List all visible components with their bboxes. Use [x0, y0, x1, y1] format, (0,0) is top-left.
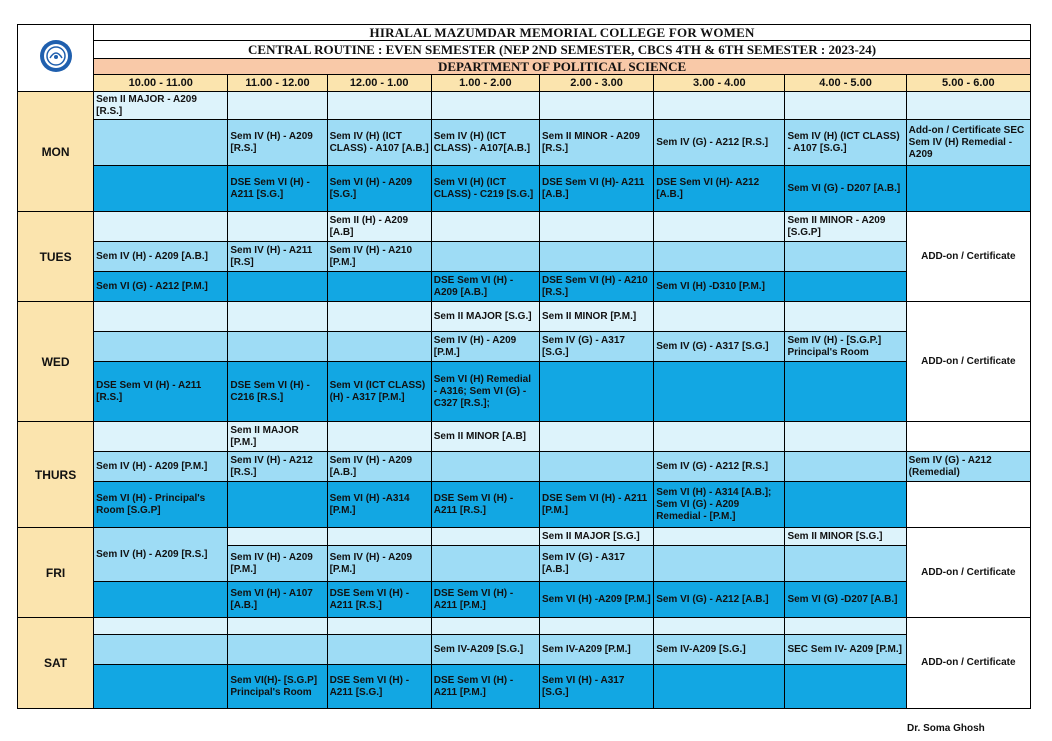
empty-cell — [785, 272, 906, 302]
class-cell: Sem VI (G) - A212 [P.M.] — [94, 272, 228, 302]
class-cell: Sem IV (G) - A317 [S.G.] — [539, 332, 653, 362]
time-slot: 3.00 - 4.00 — [654, 75, 785, 92]
empty-cell — [431, 528, 539, 546]
class-cell: Sem VI (H) - A317 [S.G.] — [539, 665, 653, 709]
class-cell: Sem IV (G) - A212 [R.S.] — [654, 452, 785, 482]
class-cell: DSE Sem VI (H) - A211 [S.G.] — [228, 166, 327, 212]
class-cell: Sem II MINOR [P.M.] — [539, 302, 653, 332]
class-cell: SEC Sem IV- A209 [P.M.] — [785, 635, 906, 665]
empty-cell — [785, 362, 906, 422]
class-cell: Sem VI (G) -D207 [A.B.] — [785, 582, 906, 618]
class-cell: Sem II MINOR - A209 [R.S.] — [539, 120, 653, 166]
class-cell: Sem VI (H) (ICT CLASS) - C219 [S.G.] — [431, 166, 539, 212]
empty-cell — [785, 665, 906, 709]
empty-cell — [228, 528, 327, 546]
class-cell: Sem IV (H) - A209 [A.B.] — [327, 452, 431, 482]
empty-cell — [539, 242, 653, 272]
class-cell: Sem IV (H) - A211 [R.S] — [228, 242, 327, 272]
class-cell: ADD-on / Certificate — [906, 528, 1030, 618]
empty-cell — [327, 635, 431, 665]
empty-cell — [228, 92, 327, 120]
empty-cell — [431, 546, 539, 582]
empty-cell — [785, 302, 906, 332]
empty-cell — [654, 92, 785, 120]
empty-cell — [228, 618, 327, 635]
empty-cell — [539, 452, 653, 482]
empty-cell — [539, 362, 653, 422]
empty-cell — [654, 665, 785, 709]
class-cell: Sem IV (H) - [S.G.P.] Principal's Room — [785, 332, 906, 362]
empty-cell — [539, 618, 653, 635]
class-cell: Sem IV (H) - A212 [R.S.] — [228, 452, 327, 482]
college-name: HIRALAL MAZUMDAR MEMORIAL COLLEGE FOR WOMEN — [94, 25, 1031, 41]
time-slot: 10.00 - 11.00 — [94, 75, 228, 92]
class-cell: DSE Sem VI (H) - A209 [A.B.] — [431, 272, 539, 302]
class-cell: DSE Sem VI (H) - A211 [R.S.] — [327, 582, 431, 618]
empty-cell — [431, 212, 539, 242]
class-cell: DSE Sem VI (H) - A211 [S.G.] — [327, 665, 431, 709]
class-cell: Sem IV (H) (ICT CLASS) - A107[A.B.] — [431, 120, 539, 166]
day-label: MON — [18, 92, 94, 212]
empty-cell — [539, 422, 653, 452]
empty-cell — [228, 332, 327, 362]
empty-cell — [431, 242, 539, 272]
empty-cell — [228, 482, 327, 528]
class-cell: Sem II (H) - A209 [A.B] — [327, 212, 431, 242]
class-cell: Sem IV (G) - A212 [R.S.] — [654, 120, 785, 166]
class-cell: Sem II MAJOR [P.M.] — [228, 422, 327, 452]
empty-cell — [785, 546, 906, 582]
class-cell: DSE Sem VI (H) - A211 [R.S.] — [94, 362, 228, 422]
empty-cell — [785, 242, 906, 272]
empty-cell — [94, 635, 228, 665]
time-slot: 12.00 - 1.00 — [327, 75, 431, 92]
class-cell: Sem IV (H) - A209 [P.M.] — [228, 546, 327, 582]
class-cell: Sem VI (H) - A209 [S.G.] — [327, 166, 431, 212]
class-cell: Sem IV (H) - A209 [P.M.] — [327, 546, 431, 582]
empty-cell — [94, 120, 228, 166]
day-label: WED — [18, 302, 94, 422]
class-cell: ADD-on / Certificate — [906, 302, 1030, 422]
class-cell: Sem IV (G) - A212 (Remedial) — [906, 452, 1030, 482]
empty-cell — [785, 482, 906, 528]
empty-cell — [228, 212, 327, 242]
class-cell: Sem II MINOR - A209 [S.G.P] — [785, 212, 906, 242]
empty-cell — [654, 546, 785, 582]
class-cell: Sem IV (H) (ICT CLASS) - A107 [S.G.] — [785, 120, 906, 166]
empty-cell — [654, 618, 785, 635]
empty-cell — [654, 302, 785, 332]
class-cell: Sem II MAJOR - A209 [R.S.] — [94, 92, 228, 120]
class-cell: Sem IV (H) - A209 [P.M.] — [94, 452, 228, 482]
routine-title: CENTRAL ROUTINE : EVEN SEMESTER (NEP 2ND SEMESTER, CBCS 4TH & 6TH SEMESTER : 2023-24) — [94, 41, 1031, 59]
empty-cell — [539, 92, 653, 120]
empty-cell — [785, 92, 906, 120]
class-cell: Sem II MAJOR [S.G.] — [539, 528, 653, 546]
empty-cell — [906, 166, 1030, 212]
class-cell: Sem IV (H) - A209 [P.M.] — [431, 332, 539, 362]
empty-cell — [431, 618, 539, 635]
empty-cell — [94, 332, 228, 362]
class-cell: Sem VI (H) Remedial - A316; Sem VI (G) - C327 [R.S.]; — [431, 362, 539, 422]
class-cell: Sem II MAJOR [S.G.] — [431, 302, 539, 332]
class-cell: Sem VI (H) - A314 [A.B.]; Sem VI (G) - A209 Remedial - [P.M.] — [654, 482, 785, 528]
empty-cell — [785, 452, 906, 482]
empty-cell — [327, 332, 431, 362]
class-cell: DSE Sem VI (H) - A210 [R.S.] — [539, 272, 653, 302]
class-cell: Sem IV (G) - A317 [A.B.] — [539, 546, 653, 582]
empty-cell — [94, 618, 228, 635]
class-cell: DSE Sem VI (H) - A211 [P.M.] — [431, 582, 539, 618]
class-cell: Sem IV (H) - A209 [R.S.] — [94, 528, 228, 582]
day-label: THURS — [18, 422, 94, 528]
class-cell: DSE Sem VI (H)- A212 [A.B.] — [654, 166, 785, 212]
empty-cell — [228, 635, 327, 665]
class-cell: Sem IV-A209 [S.G.] — [431, 635, 539, 665]
time-slot: 5.00 - 6.00 — [906, 75, 1030, 92]
class-cell: ADD-on / Certificate — [906, 212, 1030, 302]
class-cell: Sem VI (ICT CLASS) (H) - A317 [P.M.] — [327, 362, 431, 422]
empty-cell — [654, 528, 785, 546]
time-slot: 4.00 - 5.00 — [785, 75, 906, 92]
empty-cell — [431, 452, 539, 482]
empty-cell — [539, 212, 653, 242]
empty-cell — [431, 92, 539, 120]
empty-cell — [654, 362, 785, 422]
empty-cell — [327, 422, 431, 452]
empty-cell — [654, 242, 785, 272]
empty-cell — [228, 272, 327, 302]
empty-cell — [327, 618, 431, 635]
empty-cell — [327, 272, 431, 302]
class-cell: Sem IV-A209 [P.M.] — [539, 635, 653, 665]
college-logo — [18, 25, 94, 92]
empty-cell — [94, 422, 228, 452]
class-cell: Sem IV (G) - A317 [S.G.] — [654, 332, 785, 362]
empty-cell — [654, 422, 785, 452]
day-label: FRI — [18, 528, 94, 618]
signature-name: Dr. Soma Ghosh — [907, 723, 985, 734]
class-cell: Sem VI (H) -A314 [P.M.] — [327, 482, 431, 528]
class-cell: Sem II MINOR [S.G.] — [785, 528, 906, 546]
empty-cell — [327, 302, 431, 332]
time-slot: 1.00 - 2.00 — [431, 75, 539, 92]
class-cell: Add-on / Certificate SEC Sem IV (H) Remedial - A209 — [906, 120, 1030, 166]
empty-cell — [327, 92, 431, 120]
empty-cell — [94, 665, 228, 709]
class-cell: DSE Sem VI (H)- A211 [A.B.] — [539, 166, 653, 212]
class-cell: Sem II MINOR [A.B] — [431, 422, 539, 452]
class-cell: DSE Sem VI (H) - C216 [R.S.] — [228, 362, 327, 422]
time-slot: 11.00 - 12.00 — [228, 75, 327, 92]
class-cell: Sem VI (H) -A209 [P.M.] — [539, 582, 653, 618]
class-cell: Sem IV (H) - A209 [A.B.] — [94, 242, 228, 272]
routine-table — [17, 24, 1031, 709]
class-cell: Sem IV (H) - A210 [P.M.] — [327, 242, 431, 272]
class-cell: Sem VI(H)- [S.G.P] Principal's Room — [228, 665, 327, 709]
empty-cell — [785, 422, 906, 452]
class-cell: Sem VI (G) - D207 [A.B.] — [785, 166, 906, 212]
class-cell: Sem VI (G) - A212 [A.B.] — [654, 582, 785, 618]
empty-cell — [785, 618, 906, 635]
time-slot: 2.00 - 3.00 — [539, 75, 653, 92]
empty-cell — [654, 212, 785, 242]
class-cell: Sem IV (H) (ICT CLASS) - A107 [A.B.] — [327, 120, 431, 166]
empty-cell — [228, 302, 327, 332]
class-cell: Sem VI (H) - A107 [A.B.] — [228, 582, 327, 618]
empty-cell — [906, 422, 1030, 452]
day-label: TUES — [18, 212, 94, 302]
empty-cell — [906, 482, 1030, 528]
class-cell: Sem IV (H) - A209 [R.S.] — [228, 120, 327, 166]
college-seal-icon — [39, 39, 73, 73]
class-cell: Sem VI (H) - Principal's Room [S.G.P] — [94, 482, 228, 528]
empty-cell — [94, 166, 228, 212]
empty-cell — [327, 528, 431, 546]
class-cell: ADD-on / Certificate — [906, 618, 1030, 709]
class-cell: Sem VI (H) -D310 [P.M.] — [654, 272, 785, 302]
class-cell: DSE Sem VI (H) - A211 [P.M.] — [539, 482, 653, 528]
class-cell: DSE Sem VI (H) - A211 [R.S.] — [431, 482, 539, 528]
day-label: SAT — [18, 618, 94, 709]
empty-cell — [94, 582, 228, 618]
department-title: DEPARTMENT OF POLITICAL SCIENCE — [94, 59, 1031, 75]
class-cell: DSE Sem VI (H) - A211 [P.M.] — [431, 665, 539, 709]
empty-cell — [906, 92, 1030, 120]
empty-cell — [94, 302, 228, 332]
empty-cell — [94, 212, 228, 242]
class-cell: Sem IV-A209 [S.G.] — [654, 635, 785, 665]
